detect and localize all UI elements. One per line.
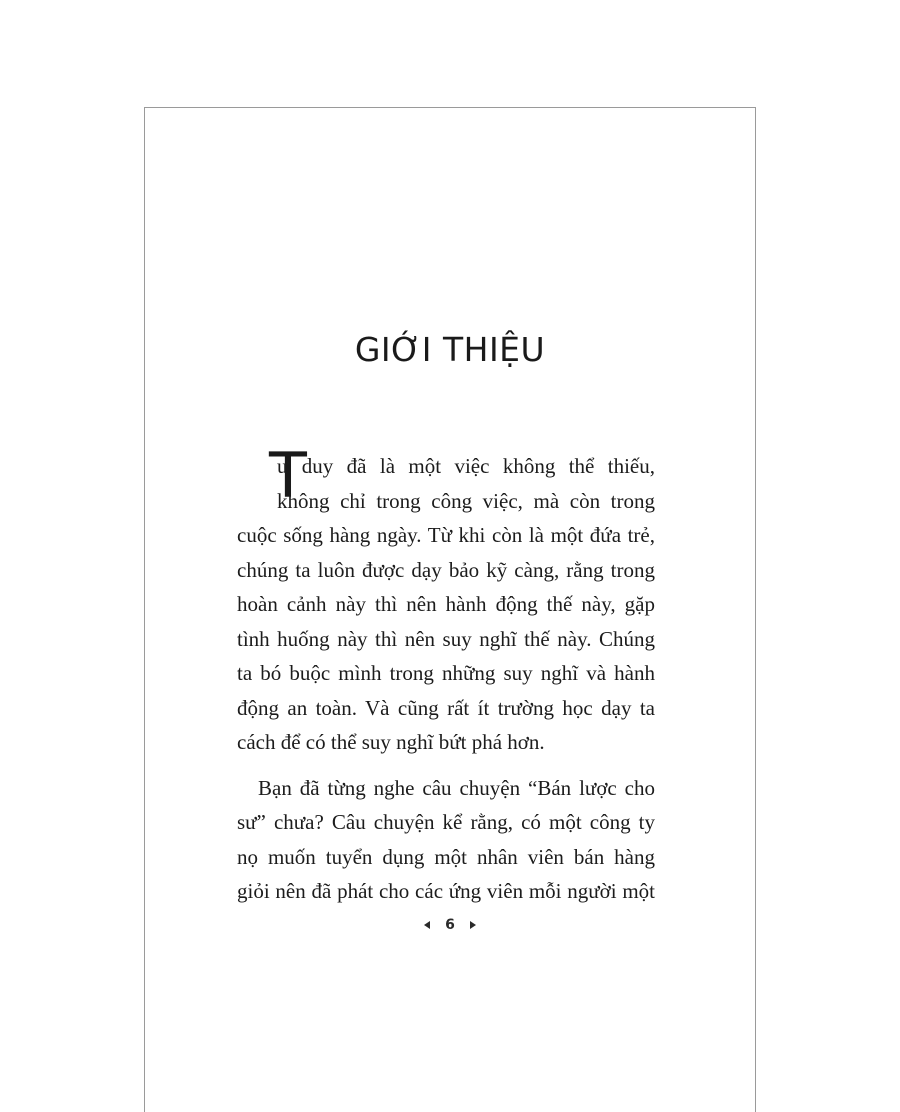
text-line: chúng ta luôn được dạy bảo kỹ càng, rằng trong bbox=[237, 557, 655, 582]
body-text bbox=[237, 449, 655, 909]
text-line: giỏi nên đã phát cho các ứng viên mỗi người một bbox=[237, 879, 655, 903]
page-navigation bbox=[144, 917, 756, 933]
triangle-left-icon bbox=[424, 921, 430, 929]
text-line: không chỉ trong công việc, mà còn trong bbox=[277, 488, 655, 513]
text-line: hoàn cảnh này thì nên hành động thế này, gặp bbox=[237, 592, 655, 616]
paragraph-2 bbox=[237, 771, 655, 909]
text-line: tình huống này thì nên suy nghĩ thế này. Chúng bbox=[237, 626, 655, 651]
drop-cap: T bbox=[269, 439, 307, 512]
text-line: Bạn đã từng nghe câu chuyện “Bán lược cho bbox=[258, 775, 655, 800]
text-line: ta bó buộc mình trong những suy nghĩ và hành bbox=[237, 661, 655, 685]
chapter-title: GIỚI THIỆU bbox=[354, 330, 546, 369]
text-line: ư duy đã là một việc không thể thiếu, bbox=[277, 454, 655, 478]
text-line: cách để có thể suy nghĩ bứt phá hơn. bbox=[237, 730, 545, 754]
text-line: nọ muốn tuyển dụng một nhân viên bán hàng bbox=[237, 844, 655, 869]
text-line: cuộc sống hàng ngày. Từ khi còn là một đứa trẻ, bbox=[237, 523, 655, 547]
paragraph-1 bbox=[237, 449, 655, 760]
text-line: động an toàn. Và cũng rất ít trường học dạy ta bbox=[237, 695, 655, 720]
page-number: 6 bbox=[445, 917, 455, 933]
triangle-right-icon bbox=[470, 921, 476, 929]
text-line: sư” chưa? Câu chuyện kể rằng, có một công ty bbox=[237, 810, 655, 834]
paragraph-gap bbox=[237, 760, 655, 771]
